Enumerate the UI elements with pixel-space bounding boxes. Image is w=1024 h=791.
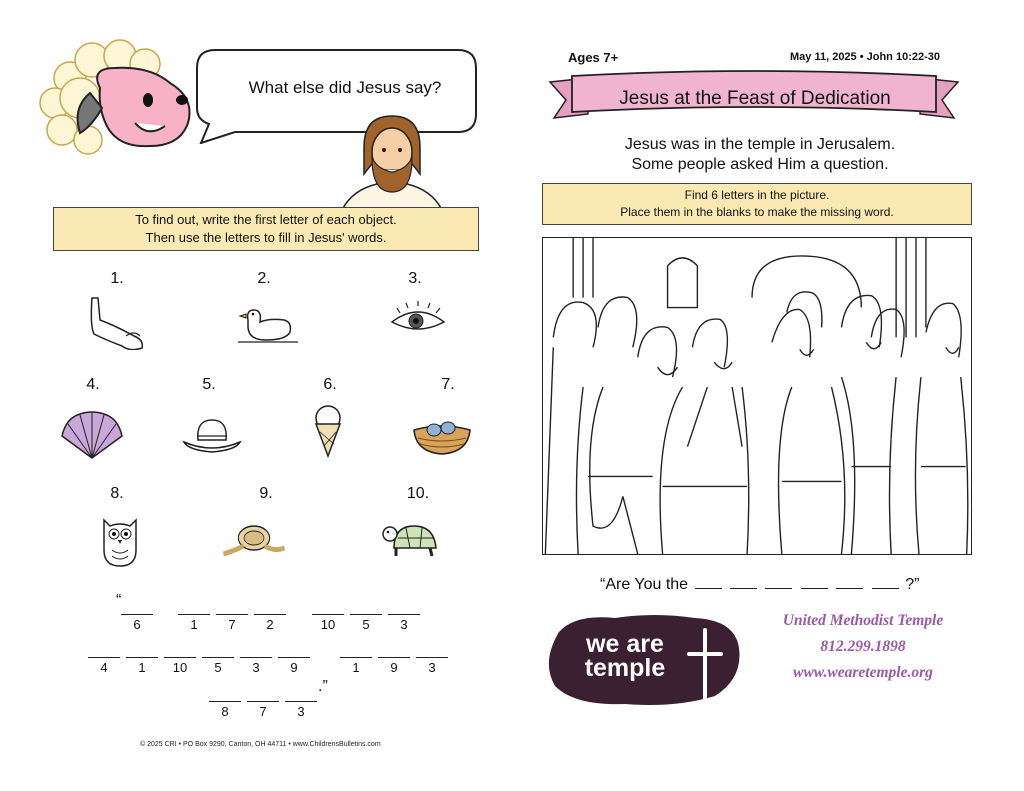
blank-number: 10	[172, 660, 188, 675]
answer-blank[interactable]	[388, 601, 420, 615]
answer-blank[interactable]	[872, 577, 899, 589]
left-instructions	[53, 207, 479, 251]
answer-blank[interactable]	[695, 577, 722, 589]
answer-blank[interactable]	[765, 577, 792, 589]
blank-number: 3	[297, 704, 305, 719]
item-number: 10.	[406, 485, 430, 502]
rope-icon	[222, 514, 286, 568]
blank-number: 3	[252, 660, 260, 675]
blank-number: 1	[138, 660, 146, 675]
answer-blank[interactable]	[126, 644, 158, 658]
answer-blank[interactable]	[278, 644, 310, 658]
blank-number: 4	[100, 660, 108, 675]
answer-blank[interactable]	[312, 601, 344, 615]
item-number: 4.	[86, 376, 100, 393]
hidden-letters-picture[interactable]	[542, 237, 972, 555]
answer-blank[interactable]	[254, 601, 286, 615]
answer-blank[interactable]	[416, 644, 448, 658]
answer-blank[interactable]	[88, 644, 120, 658]
answer-blank[interactable]	[164, 644, 196, 658]
eye-icon	[386, 296, 450, 350]
church-name: United Methodist Temple	[782, 612, 944, 629]
answer-blank[interactable]	[730, 577, 757, 589]
blank-number: 2	[266, 617, 274, 632]
owl-icon	[88, 514, 152, 568]
instruction-line-1: To find out, write the first letter of each object.	[135, 212, 397, 227]
fan-icon	[60, 410, 124, 464]
church-phone: 812.299.1898	[820, 638, 906, 655]
open-quote: “	[116, 592, 122, 609]
story-text	[560, 135, 960, 175]
story-line-2: Some people asked Him a question.	[631, 156, 889, 173]
story-line-1: Jesus was in the temple in Jerusalem.	[624, 136, 896, 153]
blank-number: 5	[214, 660, 222, 675]
close-quote: .”	[318, 678, 328, 695]
blank-number: 3	[400, 617, 408, 632]
answer-blank[interactable]	[836, 577, 863, 589]
instruction-line-1: Find 6 letters in the picture.	[684, 188, 830, 202]
answer-blank[interactable]	[801, 577, 828, 589]
instruction-line-2: Then use the letters to fill in Jesus' words.	[145, 230, 387, 245]
turtle-icon	[380, 514, 444, 568]
blank-number: 3	[428, 660, 436, 675]
question-line	[600, 576, 919, 594]
answer-blank[interactable]	[340, 644, 372, 658]
blank-number: 1	[190, 617, 198, 632]
blank-number: 7	[228, 617, 236, 632]
duck-icon	[236, 296, 300, 350]
question-suffix: ?”	[905, 576, 920, 593]
blank-number: 8	[221, 704, 229, 719]
age-label: Ages 7+	[568, 50, 619, 65]
logo-line-2: temple	[584, 654, 666, 682]
hat-icon	[180, 410, 244, 464]
ice-cream-icon	[296, 404, 360, 458]
blank-number: 9	[290, 660, 298, 675]
answer-blank[interactable]	[178, 601, 210, 615]
answer-blank[interactable]	[247, 688, 279, 702]
sheep-icon	[30, 38, 200, 158]
page-title: Jesus at the Feast of Dedication	[619, 88, 891, 109]
right-instructions	[542, 183, 972, 225]
date-scripture-ref: May 11, 2025 • John 10:22-30	[790, 51, 940, 63]
item-number: 7.	[441, 376, 455, 393]
answer-blank[interactable]	[240, 644, 272, 658]
nest-icon	[410, 408, 474, 462]
logo-line-1: we are	[586, 630, 664, 658]
answer-blank[interactable]	[285, 688, 317, 702]
jesus-portrait-icon	[342, 112, 442, 210]
answer-blank[interactable]	[121, 601, 153, 615]
answer-blank[interactable]	[216, 601, 248, 615]
item-number: 8.	[110, 485, 124, 502]
instruction-line-2: Place them in the blanks to make the missing word.	[620, 205, 894, 219]
item-number: 3.	[408, 270, 422, 287]
church-website[interactable]: www.wearetemple.org	[793, 664, 933, 681]
item-number: 9.	[259, 485, 273, 502]
copyright-text: © 2025 CRI • PO Box 9290, Canton, OH 44711 • www.ChildrensBulletins.com	[140, 741, 381, 748]
item-number: 1.	[110, 270, 124, 287]
answer-blank[interactable]	[378, 644, 410, 658]
speech-bubble-text: What else did Jesus say?	[248, 78, 442, 97]
answer-blank[interactable]	[209, 688, 241, 702]
blank-number: 5	[362, 617, 370, 632]
church-info	[752, 608, 974, 686]
item-number: 6.	[323, 376, 337, 393]
answer-blank[interactable]	[202, 644, 234, 658]
blank-number: 1	[352, 660, 360, 675]
question-prefix: “Are You the	[600, 576, 689, 593]
arm-icon	[86, 296, 150, 350]
answer-blank[interactable]	[350, 601, 382, 615]
blank-number: 10	[320, 617, 336, 632]
item-number: 5.	[202, 376, 216, 393]
blank-number: 9	[390, 660, 398, 675]
item-number: 2.	[257, 270, 271, 287]
blank-number: 7	[259, 704, 267, 719]
blank-number: 6	[133, 617, 141, 632]
logo-text	[565, 632, 685, 680]
